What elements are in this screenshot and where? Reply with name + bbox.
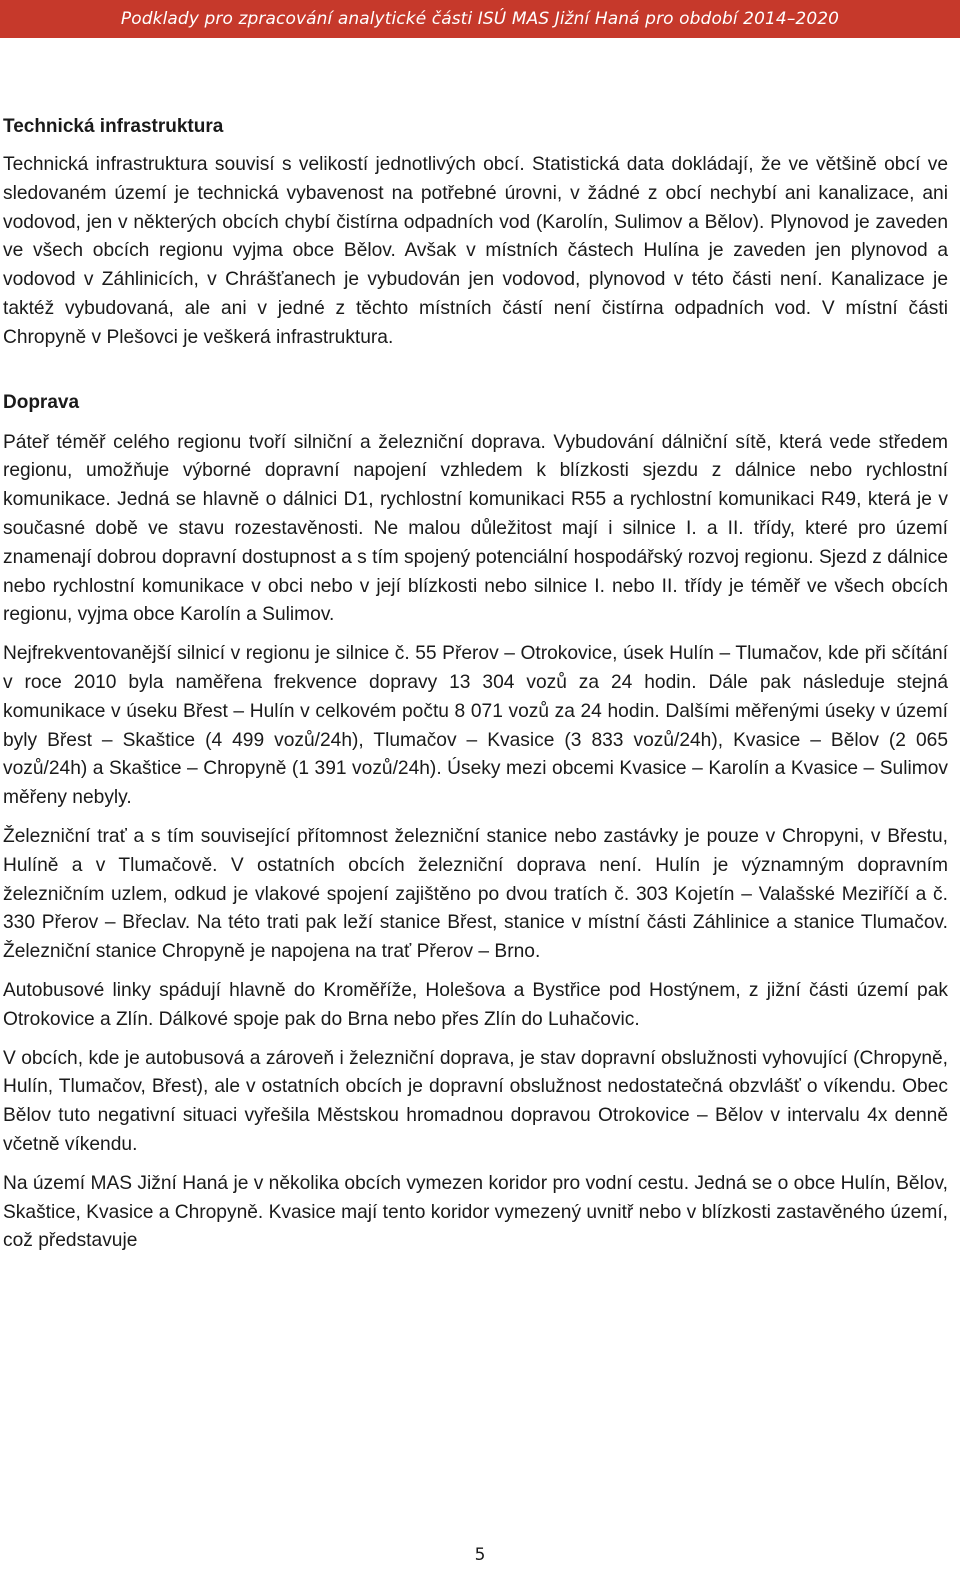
document-body <box>3 113 948 1256</box>
document-header-title: Podklady pro zpracování analytické části ISÚ MAS Jižní Haná pro období 2014–2020 <box>120 9 840 29</box>
paragraph: Na území MAS Jižní Haná je v několika obcích vymezen koridor pro vodní cestu. Jedná se o obce Hulín, Bělov, Skaštice, Kvasice a Chropyně. Kvasice mají tento koridor vymezený uvnitř nebo v blízkosti zastavěného území, což představuje <box>3 1172 948 1252</box>
paragraph: Technická infrastruktura souvisí s velikostí jednotlivých obcí. Statistická data dokládají, že ve většině obcí ve sledovaném území je technická vybavenost na potřebné úrovni, v žádné z obcí nechybí ani kanalizace, ani vodovod, jen v některých obcích chybí čistírna odpadních vod (Karolín, Sulimov a Bělov). Plynovod je zaveden ve všech obcích regionu vyjma obce Bělov. Avšak v místních částech Hulína je zaveden jen plynovod a vodovod v Záhlinicích, v Chrášťanech je vybudován jen vodovod, plynovod v této části není. Kanalizace je taktéž vybudovaná, ale ani v jedné z těchto místních částí není čistírna odpadních vod. V místní části Chropyně v Plešovci je veškerá infrastruktura. <box>3 154 948 348</box>
paragraph: Autobusové linky spádují hlavně do Kroměříže, Holešova a Bystřice pod Hostýnem, z jižní části území pak Otrokovice a Zlín. Dálkové spoje pak do Brna nebo přes Zlín do Luhačovic. <box>3 979 948 1030</box>
paragraph: Železniční trať a s tím související přítomnost železniční stanice nebo zastávky je pouze v Chropyni, v Břestu, Hulíně a v Tlumačově. V ostatních obcích železniční doprava není. Hulín je významným dopravním železničním uzlem, odkud je vlakové spojení zajištěno po dvou tratích č. 303 Kojetín – Valašské Meziříčí a č. 330 Přerov – Břeclav. Na této trati pak leží stanice Břest, stanice v místní části Záhlinice a stanice Tlumačov. Železniční stanice Chropyně je napojena na trať Přerov – Brno. <box>3 825 948 963</box>
section-heading-technicka-infrastruktura: Technická infrastruktura <box>3 116 224 137</box>
paragraph: Nejfrekventovanější silnicí v regionu je silnice č. 55 Přerov – Otrokovice, úsek Hulín – Tlumačov, kde při sčítání v roce 2010 byla naměřena frekvence dopravy 13 304 vozů za 24 hodin. Dále pak následuje stejná komunikace v úseku Břest – Hulín v celkovém počtu 8 071 vozů za 24 hodin. Dalšími měřenými úseky v území byly Břest – Skaštice (4 499 vozů/24h), Tlumačov – Kvasice (3 833 vozů/24h), Kvasice – Bělov (2 065 vozů/24h) a Skaštice – Chropyně (1 391 vozů/24h). Úseky mezi obcemi Kvasice – Karolín a Kvasice – Sulimov měřeny nebyly. <box>3 643 948 809</box>
section-heading-doprava: Doprava <box>3 391 80 413</box>
paragraph: Páteř téměř celého regionu tvoří silniční a železniční doprava. Vybudování dálniční sítě, která vede středem regionu, umožňuje výborné dopravní napojení vzhledem k blízkosti sjezdu z dálnice nebo rychlostní komunikace. Jedná se hlavně o dálnici D1, rychlostní komunikaci R55 a rychlostní komunikaci R49, která je v současné době ve stavu rozestavěnosti. Ne malou důležitost mají i silnice I. a II. třídy, které pro území znamenají dobrou dopravní dostupnost a s tím spojený potenciální hospodářský rozvoj regionu. Sjezd z dálnice nebo rychlostní komunikace v obci nebo v její blízkosti nebo silnice I. nebo II. třídy je téměř ve všech obcích regionu, vyjma obce Karolín a Sulimov. <box>3 431 949 626</box>
page-number: 5 <box>474 1545 486 1565</box>
paragraph: V obcích, kde je autobusová a zároveň i železniční doprava, je stav dopravní obslužnosti vyhovující (Chropyně, Hulín, Tlumačov, Břest), ale v ostatních obcích je dopravní obslužnost nedostatečná obzvlášť o víkendu. Obec Bělov tuto negativní situaci vyřešila Městskou hromadnou dopravou Otrokovice – Bělov v intervalu 4x denně včetně víkendu. <box>3 1047 948 1155</box>
